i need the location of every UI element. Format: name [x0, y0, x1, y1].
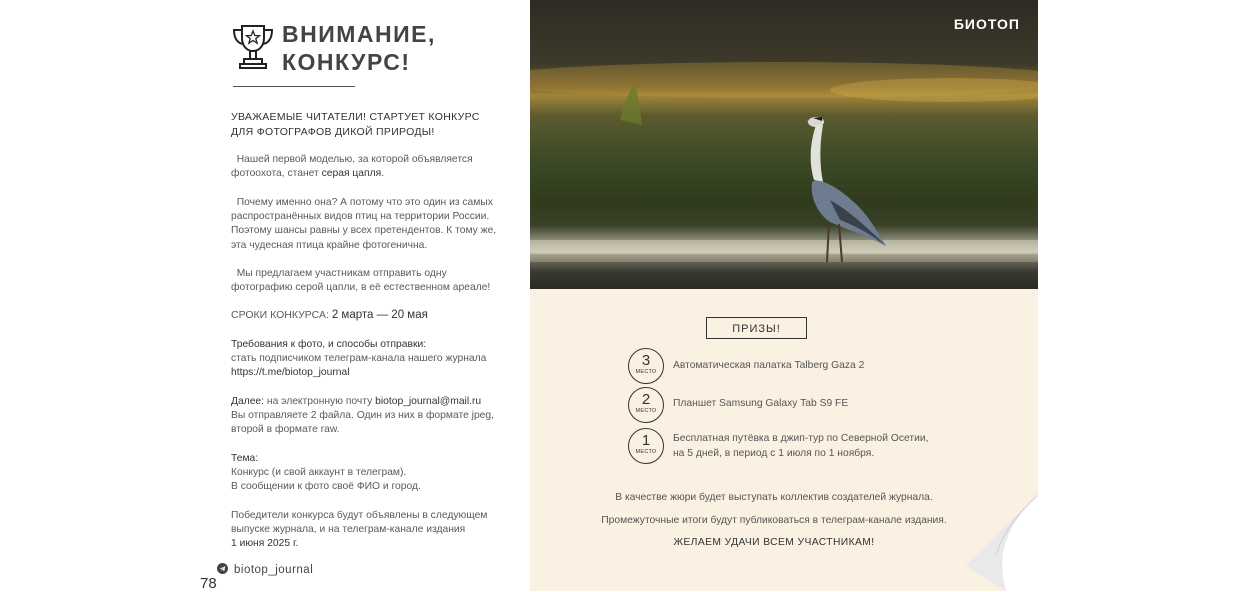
page-title	[282, 20, 436, 76]
telegram-handle-label: biotop_journal	[234, 564, 314, 576]
heron-illustration	[530, 0, 1038, 289]
page-number: 78	[200, 575, 217, 592]
text-line: фотоохота, станет	[231, 168, 322, 180]
email-link[interactable]: biotop_journal@mail.ru	[375, 396, 482, 407]
winners	[231, 509, 511, 552]
contest-dates	[231, 308, 511, 322]
intro-header	[231, 110, 521, 139]
text-line: Поэтому шансы равны у всех претендентов. К тому же,	[231, 225, 497, 237]
place-1-badge	[628, 428, 664, 464]
header-line: ДЛЯ ФОТОГРАФОВ ДИКОЙ ПРИРОДЫ!	[231, 125, 435, 138]
place-3-badge	[628, 348, 664, 384]
header-line: УВАЖАЕМЫЕ ЧИТАТЕЛИ! СТАРТУЕТ КОНКУРС	[231, 111, 480, 123]
jury-note: В качестве жюри будет выступать коллектив создателей журнала.	[615, 492, 933, 503]
text-line: на электронную почту	[264, 396, 376, 407]
title-line: ВНИМАНИЕ,	[282, 21, 436, 47]
page-curl	[966, 495, 1038, 591]
heron-photo	[530, 0, 1038, 289]
prize-3-text: Автоматическая палатка Talberg Gaza 2	[673, 360, 865, 371]
text-line: эта чудесная птица крайне фотогенична.	[231, 239, 428, 251]
text-line: В сообщении к фото своё ФИО и город.	[231, 481, 421, 493]
text-line: Бесплатная путёвка в джип-тур по Северной Осетии,	[673, 433, 929, 444]
text-line: Победители конкурса будут объявлены в следующем	[231, 510, 488, 521]
text-line: распространённых видов птиц на территории России.	[231, 211, 490, 223]
paragraph-model	[231, 153, 511, 181]
text-line: .	[381, 168, 385, 180]
dates-label: СРОКИ КОНКУРСА:	[231, 309, 332, 321]
good-luck: ЖЕЛАЕМ УДАЧИ ВСЕМ УЧАСТНИКАМ!	[673, 537, 875, 548]
winners-date: 1 июня 2025 г.	[231, 538, 299, 550]
next-steps	[231, 395, 511, 438]
text-line: Почему именно она? А потому что это один из самых	[231, 197, 493, 208]
text-line: стать подписчиком телеграм-канала нашего журнала	[231, 353, 487, 365]
text-line: на 5 дней, в период с 1 июля по 1 ноября.	[673, 447, 875, 459]
telegram-link[interactable]: https://t.me/biotop_journal	[231, 367, 350, 379]
paragraph-why	[231, 196, 511, 253]
text-line: Мы предлагаем участникам отправить одну	[231, 268, 447, 279]
place-label: МЕСТО	[635, 449, 657, 455]
theme-title: Тема:	[231, 453, 259, 464]
requirements	[231, 338, 511, 381]
theme	[231, 452, 511, 495]
divider	[233, 86, 355, 87]
prize-1-text	[673, 432, 928, 461]
prizes-title: ПРИЗЫ!	[706, 317, 807, 339]
left-page	[196, 0, 530, 591]
text-line: фотографию серой цапли, в её естественном ареале!	[231, 282, 491, 294]
text-line: Вы отправляете 2 файла. Один из них в формате jpeg,	[231, 410, 494, 422]
place-label: МЕСТО	[635, 369, 657, 375]
place-number: 1	[641, 432, 651, 449]
biotop-logo: БИОТОП	[953, 16, 1020, 32]
title-line: КОНКУРС!	[282, 49, 411, 75]
prize-2-text: Планшет Samsung Galaxy Tab S9 FE	[673, 398, 849, 409]
paragraph-offer	[231, 267, 511, 295]
place-label: МЕСТО	[635, 408, 657, 414]
place-number: 3	[641, 352, 651, 369]
text-line: Конкурс (и свой аккаунт в телеграм).	[231, 467, 407, 479]
telegram-handle[interactable]	[217, 563, 313, 576]
text-line: Нашей первой моделью, за которой объявляется	[231, 154, 473, 165]
telegram-icon	[217, 563, 228, 574]
text-line: выпуске журнала, и на телеграм-канале издания	[231, 524, 466, 536]
requirements-title: Требования к фото, и способы отправки:	[231, 339, 427, 350]
dates-value: 2 марта — 20 мая	[331, 309, 428, 321]
highlight-heron: серая цапля	[321, 168, 382, 180]
place-2-badge	[628, 387, 664, 423]
place-number: 2	[641, 391, 651, 408]
trophy-icon	[230, 22, 276, 70]
next-label: Далее:	[231, 396, 265, 407]
interim-note: Промежуточные итоги будут публиковаться в телеграм-канале издания.	[601, 515, 947, 526]
text-line: второй в формате raw.	[231, 424, 340, 436]
